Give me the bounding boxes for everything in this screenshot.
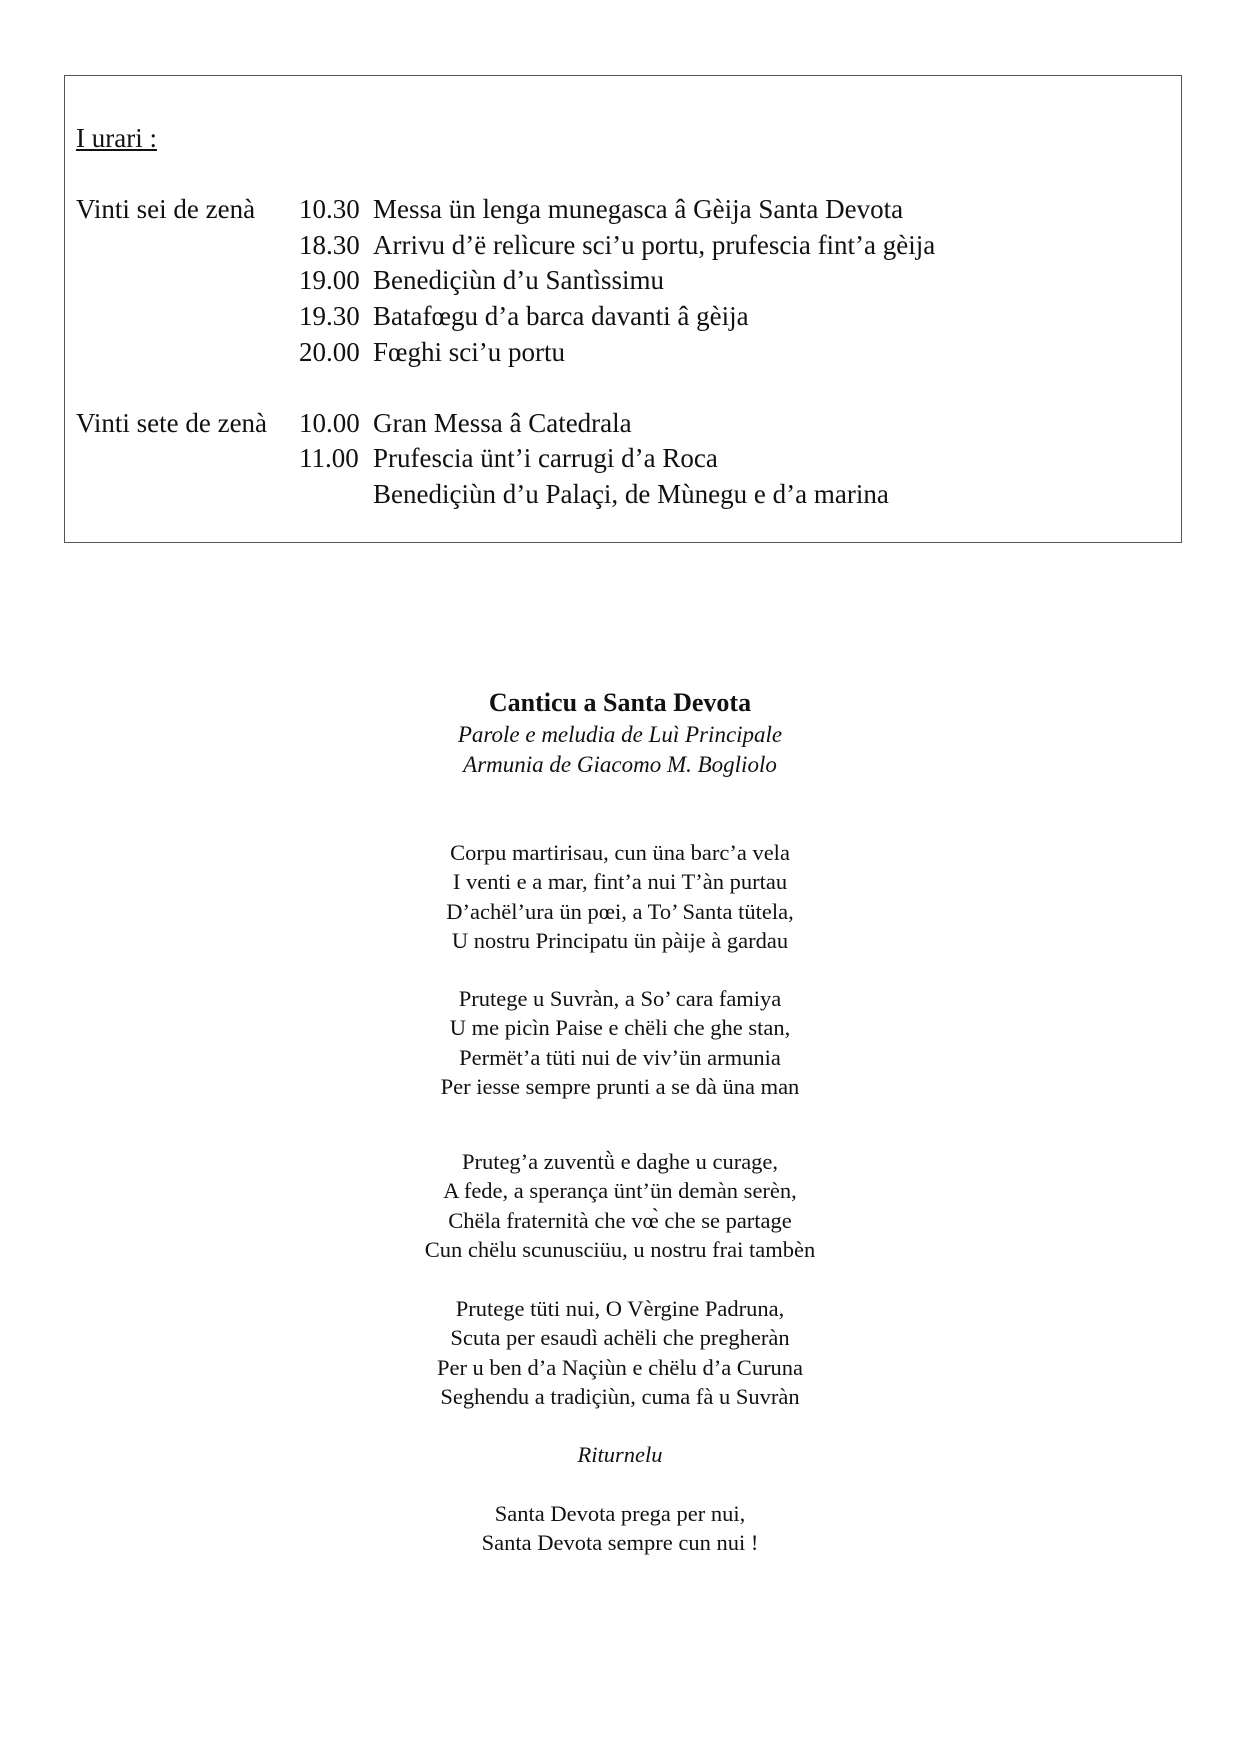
verse-line: Per iesse sempre prunti a se dà üna man xyxy=(440,1074,800,1099)
verse-line: Permët’a tüti nui de viv’ün armunia xyxy=(459,1045,781,1070)
verse-line: A fede, a sperança ünt’ün demàn serèn, xyxy=(443,1178,797,1203)
schedule-time: 10.30 xyxy=(299,194,360,224)
song-credit-harmony: Armunia de Giacomo M. Bogliolo xyxy=(463,752,777,777)
verse-line: Seghendu a tradiçiùn, cuma fà u Suvràn xyxy=(440,1384,800,1409)
verse-line: Per u ben d’a Naçiùn e chëlu d’a Curuna xyxy=(436,1355,804,1380)
schedule-time: 18.30 xyxy=(299,230,360,260)
verse-line: Pruteg’a zuventǜ e daghe u curage, xyxy=(461,1149,779,1174)
schedule-event: Benediçiùn d’u Santìssimu xyxy=(373,265,664,295)
refrain-label: Riturnelu xyxy=(577,1442,663,1467)
verse-line: Prutege u Suvràn, a So’ cara famiya xyxy=(458,986,782,1011)
verse-line: Cun chëlu scunusciüu, u nostru frai tambèn xyxy=(424,1237,816,1262)
refrain-line: Santa Devota prega per nui, xyxy=(494,1501,746,1526)
verse-line: D’achël’ura ün pœi, a To’ Santa tütela, xyxy=(446,899,794,924)
schedule-heading: I urari : xyxy=(76,123,157,153)
schedule-time: 20.00 xyxy=(299,337,360,367)
verse-line: Corpu martirisau, cun üna barc’a vela xyxy=(450,840,790,865)
schedule-box xyxy=(64,75,1182,543)
verse-line: U nostru Principatu ün pàije à gardau xyxy=(451,928,789,953)
schedule-event: Batafœgu d’a barca davanti â gèija xyxy=(373,301,749,331)
schedule-time: 19.00 xyxy=(299,265,360,295)
schedule-event: Messa ün lenga munegasca â Gèija Santa Devota xyxy=(373,194,904,224)
schedule-event: Arrivu d’ë relìcure sci’u portu, prufescia fint’a gèija xyxy=(373,230,936,260)
schedule-time: 11.00 xyxy=(299,443,359,473)
verse-line: Scuta per esaudì achëli che pregheràn xyxy=(450,1325,790,1350)
schedule-time: 10.00 xyxy=(299,408,360,438)
song-credit-lyrics: Parole e meludia de Luì Principale xyxy=(457,722,783,747)
schedule-day: Vinti sei de zenà xyxy=(76,194,256,224)
refrain-line: Santa Devota sempre cun nui ! xyxy=(481,1530,759,1555)
schedule-event: Benediçiùn d’u Palaçi, de Mùnegu e d’a marina xyxy=(373,479,889,509)
verse-line: I venti e a mar, fint’a nui T’àn purtau xyxy=(452,869,788,894)
schedule-day: Vinti sete de zenà xyxy=(76,408,268,438)
schedule-event: Gran Messa â Catedrala xyxy=(373,408,632,438)
verse-line: Chëla fraternità che vœ̀ che se partage xyxy=(448,1208,792,1233)
schedule-time: 19.30 xyxy=(299,301,360,331)
schedule-event: Fœghi sci’u portu xyxy=(373,337,565,367)
verse-line: Prutege tüti nui, O Vèrgine Padruna, xyxy=(455,1296,785,1321)
schedule-event: Prufescia ünt’i carrugi d’a Roca xyxy=(373,443,718,473)
verse-line: U me picìn Paise e chëli che ghe stan, xyxy=(449,1015,791,1040)
song-title: Canticu a Santa Devota xyxy=(488,688,752,717)
